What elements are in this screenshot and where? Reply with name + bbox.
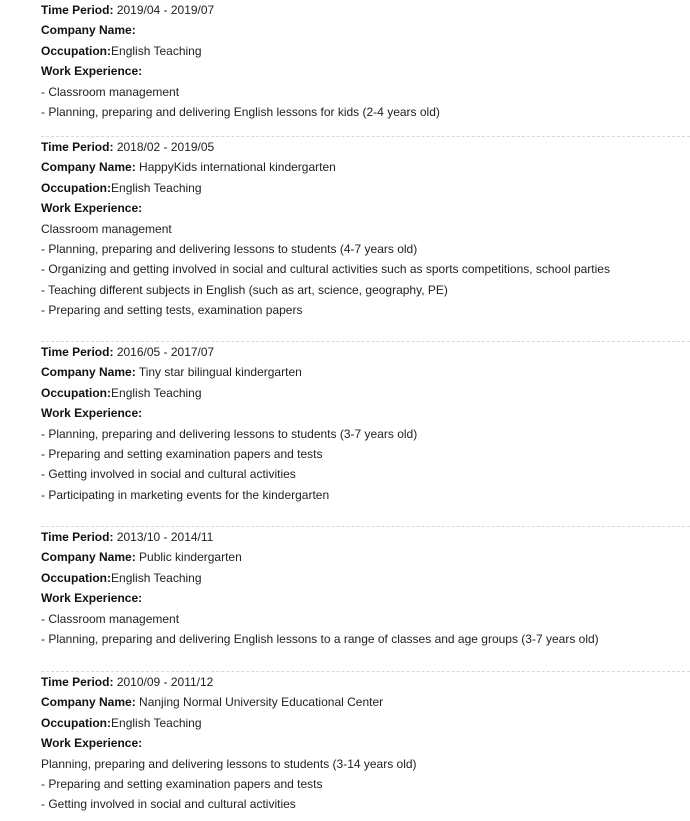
occupation-value: English Teaching (111, 715, 202, 730)
work-experience-label: Work Experience: (41, 201, 143, 216)
company-name-label: Company Name: (41, 550, 136, 565)
experience-item: - Getting involved in social and cultural activities (41, 467, 296, 482)
experience-item: - Teaching different subjects in English (such as art, science, geography, PE) (41, 282, 448, 297)
company-name-row (41, 157, 690, 177)
occupation-label: Occupation: (41, 715, 112, 730)
company-name-row (41, 692, 690, 712)
company-name-label: Company Name: (41, 365, 136, 380)
occupation-label: Occupation: (41, 180, 112, 195)
work-experience-label: Work Experience: (41, 64, 143, 79)
company-name-value: Public kindergarten (139, 550, 242, 565)
time-period-row (41, 527, 690, 547)
experience-item: Planning, preparing and delivering lessons to students (3-14 years old) (41, 756, 417, 771)
occupation-row (41, 713, 690, 733)
work-entry (41, 671, 690, 815)
work-experience-label: Work Experience: (41, 591, 143, 606)
time-period-row (41, 342, 690, 362)
time-period-label: Time Period: (41, 675, 114, 689)
company-name-label: Company Name: (41, 160, 136, 175)
experience-item: - Preparing and setting tests, examination papers (41, 303, 303, 318)
company-name-row (41, 20, 690, 40)
experience-item: - Participating in marketing events for the kindergarten (41, 487, 330, 502)
company-name-value: Tiny star bilingual kindergarten (138, 365, 302, 380)
occupation-value: English Teaching (111, 180, 202, 195)
experience-item: - Planning, preparing and delivering English lessons to a range of classes and age groups (3-7 years old) (41, 631, 599, 646)
occupation-value: English Teaching (111, 385, 202, 400)
experience-item: Classroom management (41, 221, 172, 236)
time-period-row (41, 0, 690, 20)
occupation-row (41, 568, 690, 588)
occupation-row (41, 383, 690, 403)
time-period-label: Time Period: (41, 530, 114, 544)
experience-item: - Classroom management (41, 84, 180, 99)
company-name-label: Company Name: (41, 23, 136, 38)
company-name-label: Company Name: (41, 695, 136, 710)
occupation-value: English Teaching (111, 43, 202, 58)
time-period-label: Time Period: (41, 140, 114, 154)
work-entry (41, 136, 690, 321)
time-period-row (41, 672, 690, 692)
experience-item: - Organizing and getting involved in social and cultural activities such as sports competitions, school parties (41, 262, 610, 277)
experience-item: - Classroom management (41, 611, 180, 626)
time-period-value: 2010/09 - 2011/12 (116, 675, 214, 689)
company-name-value: HappyKids international kindergarten (139, 160, 336, 175)
time-period-value: 2013/10 - 2014/11 (116, 530, 214, 544)
occupation-label: Occupation: (41, 570, 112, 585)
work-experience-label: Work Experience: (41, 736, 143, 751)
experience-item: - Preparing and setting examination papers and tests (41, 776, 323, 791)
time-period-value: 2016/05 - 2017/07 (116, 345, 215, 359)
occupation-label: Occupation: (41, 43, 112, 58)
work-entry (41, 341, 690, 505)
time-period-label: Time Period: (41, 345, 114, 359)
occupation-label: Occupation: (41, 385, 112, 400)
company-name-row (41, 362, 690, 382)
occupation-row (41, 41, 690, 61)
time-period-row (41, 137, 690, 157)
time-period-value: 2018/02 - 2019/05 (116, 140, 215, 154)
time-period-label: Time Period: (41, 3, 114, 17)
occupation-value: English Teaching (111, 570, 202, 585)
work-entry (41, 0, 690, 122)
occupation-row (41, 178, 690, 198)
experience-item: - Preparing and setting examination papers and tests (41, 446, 323, 461)
work-experience-label: Work Experience: (41, 406, 143, 421)
experience-item: - Getting involved in social and cultural activities (41, 797, 296, 812)
experience-item: - Planning, preparing and delivering English lessons for kids (2-4 years old) (41, 104, 440, 119)
time-period-value: 2019/04 - 2019/07 (116, 3, 215, 17)
company-name-row (41, 547, 690, 567)
company-name-value: Nanjing Normal University Educational Center (139, 695, 384, 710)
experience-item: - Planning, preparing and delivering lessons to students (3-7 years old) (41, 426, 418, 441)
work-entry (41, 526, 690, 649)
experience-item: - Planning, preparing and delivering lessons to students (4-7 years old) (41, 241, 418, 256)
